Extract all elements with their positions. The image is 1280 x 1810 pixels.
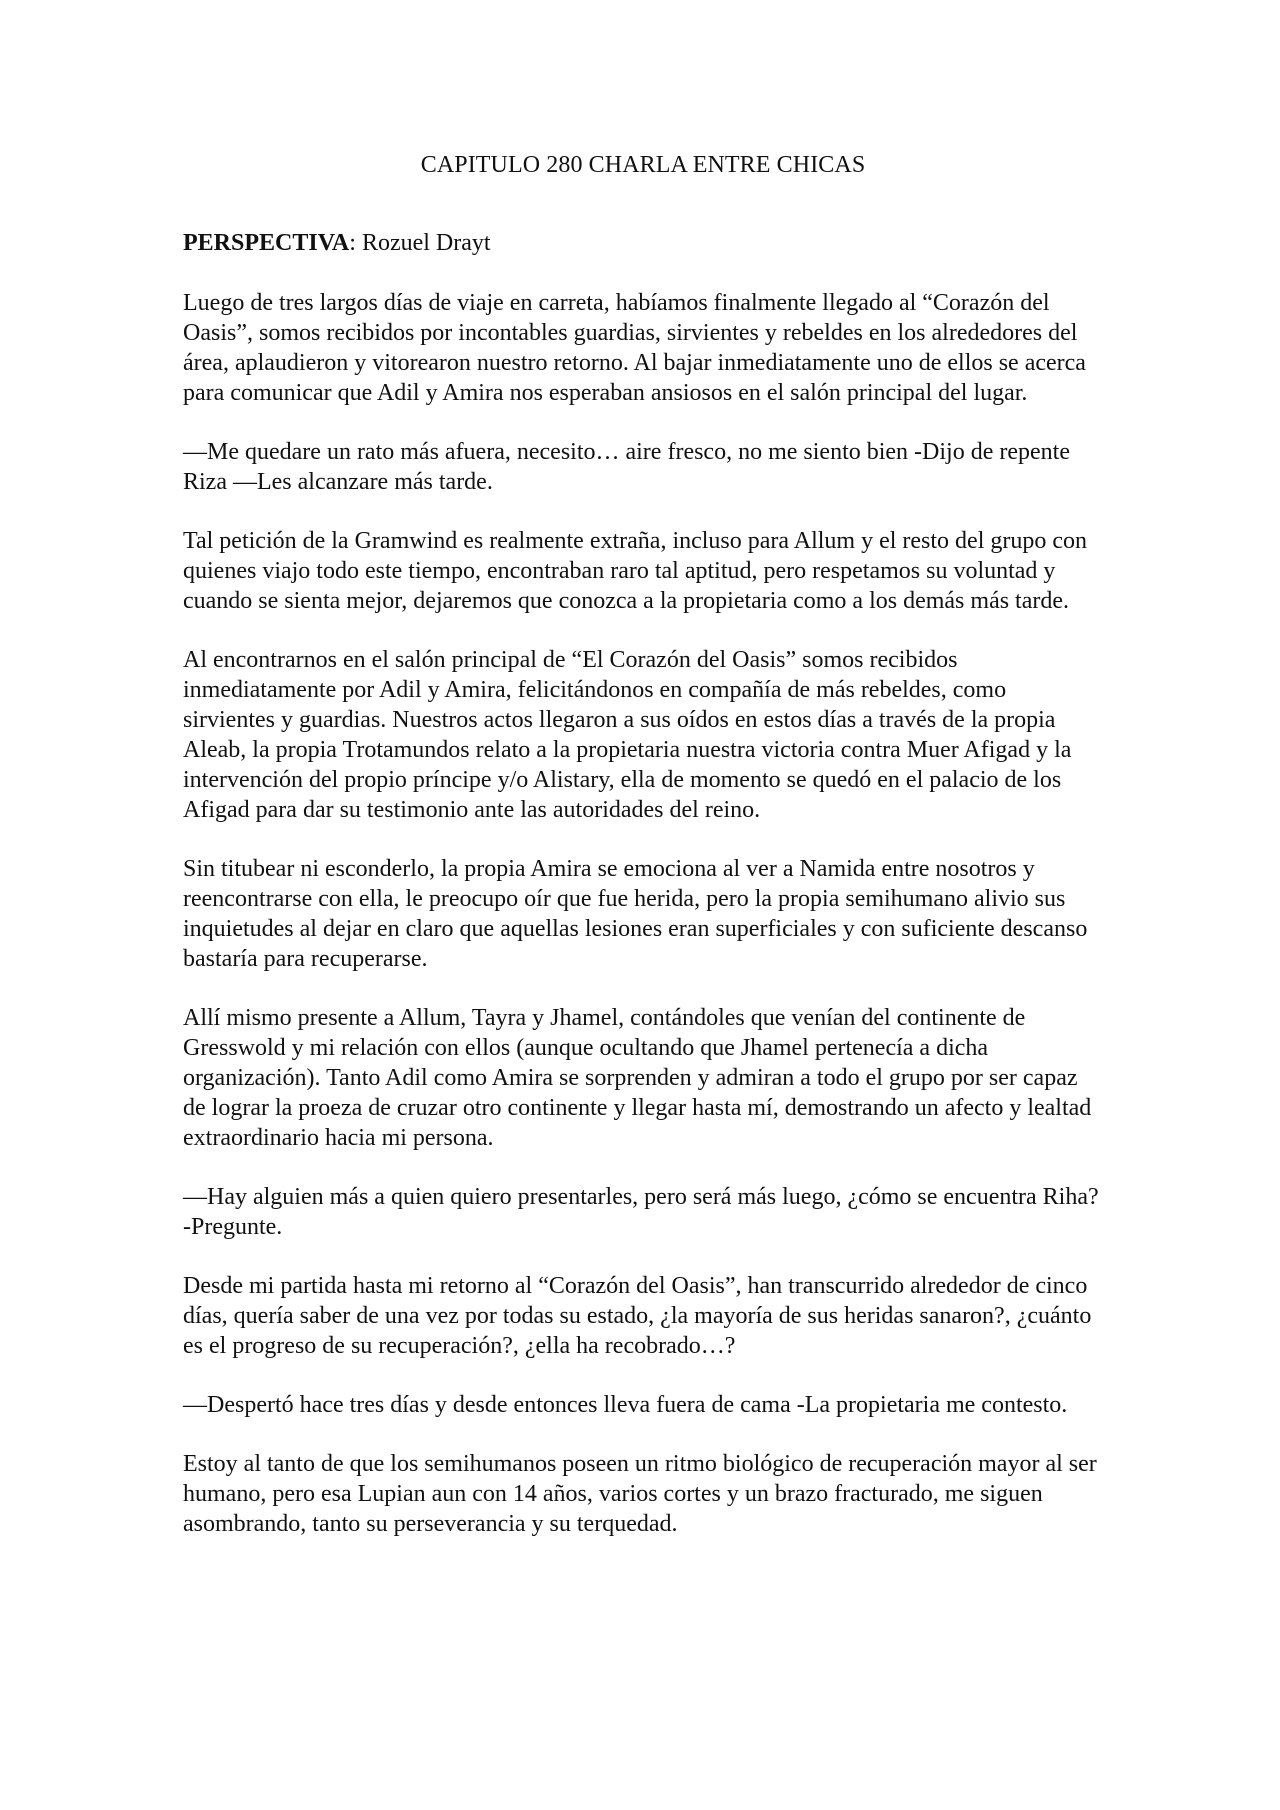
document-body	[183, 150, 1103, 1568]
perspective-name: Rozuel Drayt	[355, 230, 491, 256]
paragraph-8: Desde mi partida hasta mi retorno al “Corazón del Oasis”, han transcurrido alrededor de cinco días, quería saber de una vez por todas su estado, ¿la mayoría de sus heridas sanaron?, ¿cuánto es el progreso de su recuperación?, ¿ella ha recobrado…?	[183, 1273, 1092, 1359]
paragraph-3: Tal petición de la Gramwind es realmente extraña, incluso para Allum y el resto del grupo con quienes viajo todo este tiempo, encontraban raro tal aptitud, pero respetamos su voluntad y cuando se sienta mejor, dejaremos que conozca a la propietaria como a los demás más tarde.	[183, 528, 1088, 614]
paragraph-1: Luego de tres largos días de viaje en carreta, habíamos finalmente llegado al “Corazón del Oasis”, somos recibidos por incontables guardias, sirvientes y rebeldes en los alrededores del área, aplaudieron y vitorearon nuestro retorno. Al bajar inmediatamente uno de ellos se acerca para comunicar que Adil y Amira nos esperaban ansiosos en el salón principal del lugar.	[183, 290, 1086, 406]
perspective-line	[183, 228, 1103, 258]
perspective-separator: :	[349, 230, 356, 256]
chapter-title: CAPITULO 280 CHARLA ENTRE CHICAS	[420, 152, 866, 178]
paragraph-6: Allí mismo presente a Allum, Tayra y Jhamel, contándoles que venían del continente de Gresswold y mi relación con ellos (aunque ocultando que Jhamel pertenecía a dicha organización). Tanto Adil como Amira se sorprenden y admiran a todo el grupo por ser capaz de lograr la proeza de cruzar otro continente y llegar hasta mí, demostrando un afecto y lealtad extraordinario hacia mi persona.	[183, 1005, 1092, 1151]
paragraph-10: Estoy al tanto de que los semihumanos poseen un ritmo biológico de recuperación mayor al ser humano, pero esa Lupian aun con 14 años, varios cortes y un brazo fracturado, me siguen asombrando, tanto su perseverancia y su terquedad.	[183, 1451, 1097, 1537]
perspective-label: PERSPECTIVA	[183, 230, 350, 256]
paragraph-4: Al encontrarnos en el salón principal de “El Corazón del Oasis” somos recibidos inmediatamente por Adil y Amira, felicitándonos en compañía de más rebeldes, como sirvientes y guardias. Nuestros actos llegaron a sus oídos en estos días a través de la propia Aleab, la propia Trotamundos relato a la propietaria nuestra victoria contra Muer Afigad y la intervención del propio príncipe y/o Alistary, ella de momento se quedó en el palacio de los Afigad para dar su testimonio ante las autoridades del reino.	[183, 647, 1072, 823]
paragraph-9: —Despertó hace tres días y desde entonces lleva fuera de cama -La propietaria me contesto.	[183, 1392, 1068, 1418]
paragraph-2: —Me quedare un rato más afuera, necesito… aire fresco, no me siento bien -Dijo de repente Riza —Les alcanzare más tarde.	[183, 439, 1070, 495]
paragraph-7: —Hay alguien más a quien quiero presentarles, pero será más luego, ¿cómo se encuentra Riha? -Pregunte.	[183, 1184, 1099, 1240]
paragraph-5: Sin titubear ni esconderlo, la propia Amira se emociona al ver a Namida entre nosotros y reencontrarse con ella, le preocupo oír que fue herida, pero la propia semihumano alivio sus inquietudes al dejar en claro que aquellas lesiones eran superficiales y con suficiente descanso bastaría para recuperarse.	[183, 856, 1088, 972]
